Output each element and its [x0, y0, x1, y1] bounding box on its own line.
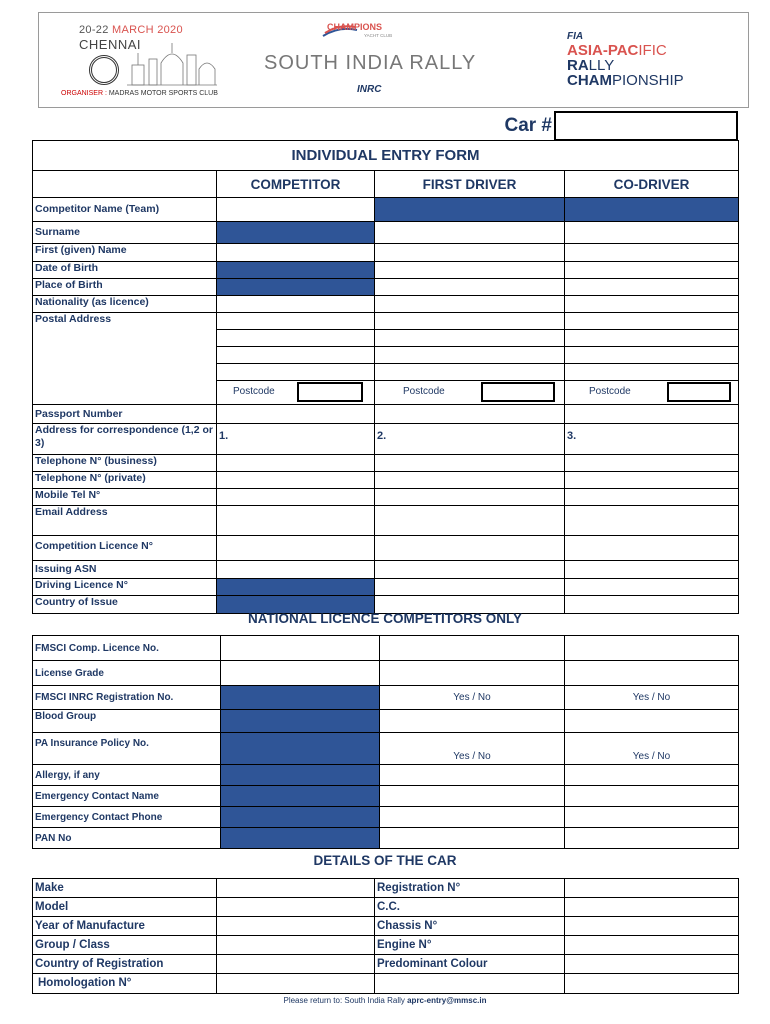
cell-registration[interactable]: [565, 879, 739, 898]
car-section-title: DETAILS OF THE CAR: [313, 853, 457, 868]
row-label-nationality: Nationality (as licence): [33, 296, 217, 313]
row-label-mobile: Mobile Tel N°: [33, 489, 217, 506]
cell-surname-competitor-blocked: [217, 222, 375, 244]
cell-comp-licence-driver[interactable]: [375, 536, 565, 561]
cell-tel-private-competitor[interactable]: [217, 472, 375, 489]
row-label-pa-insurance: PA Insurance Policy No.: [33, 733, 221, 765]
cell-postal-competitor-4[interactable]: [217, 364, 375, 381]
row-label-tel-private: Telephone N° (private): [33, 472, 217, 489]
postcode-label: Postcode: [589, 386, 631, 397]
row-label-allergy: Allergy, if any: [33, 765, 221, 786]
cell-issuing-asn-driver[interactable]: [375, 561, 565, 579]
cell-pa-insurance-competitor-blocked: [221, 733, 380, 765]
postcode-codriver-input[interactable]: [667, 382, 731, 402]
row-label-postal: Postal Address: [33, 313, 217, 381]
row-label-first-name: First (given) Name: [33, 244, 217, 262]
row-label-correspondence: Address for correspondence (1,2 or 3): [33, 424, 217, 455]
cell-group[interactable]: [217, 936, 375, 955]
cell-passport-driver[interactable]: [375, 405, 565, 424]
cell-email-codriver[interactable]: [565, 506, 739, 536]
cell-fmsci-comp-driver[interactable]: [380, 636, 565, 661]
cell-emergency-phone-codriver[interactable]: [565, 807, 739, 828]
cell-mobile-driver[interactable]: [375, 489, 565, 506]
row-label-driving-licence: Driving Licence N°: [33, 579, 217, 596]
cell-first-name-codriver[interactable]: [565, 244, 739, 262]
fia-logo: FIA: [567, 31, 584, 42]
cell-allergy-competitor-blocked: [221, 765, 380, 786]
cell-dob-competitor-blocked: [217, 262, 375, 279]
row-label-license-grade: License Grade: [33, 661, 221, 686]
cell-fmsci-comp-codriver[interactable]: [565, 636, 739, 661]
cell-first-name-competitor[interactable]: [217, 244, 375, 262]
chennai-skyline-icon: [127, 35, 217, 87]
event-city: CHENNAI: [79, 37, 142, 52]
cell-cc[interactable]: [565, 898, 739, 917]
row-label-surname: Surname: [33, 222, 217, 244]
cell-emergency-phone-driver[interactable]: [380, 807, 565, 828]
row-label-country-reg: Country of Registration: [33, 955, 217, 974]
postcode-codriver: [565, 381, 739, 405]
cell-colour[interactable]: [565, 955, 739, 974]
cell-pa-insurance-codriver[interactable]: [565, 733, 739, 765]
cell-allergy-driver[interactable]: [380, 765, 565, 786]
inrc-logo: INRC: [357, 84, 382, 95]
cell-fmsci-inrc-codriver[interactable]: [565, 686, 739, 710]
champions-logo-text: CHAMPIONS: [327, 22, 383, 32]
row-label-emergency-name: Emergency Contact Name: [33, 786, 221, 807]
rally-title: SOUTH INDIA RALLY: [264, 52, 477, 74]
option-3: 3.: [567, 430, 577, 442]
row-label-comp-licence: Competition Licence N°: [33, 536, 217, 561]
cell-country-reg[interactable]: [217, 955, 375, 974]
cell-competitor-name-competitor[interactable]: [217, 198, 375, 222]
row-label-issuing-asn: Issuing ASN: [33, 561, 217, 579]
row-label-pob: Place of Birth: [33, 279, 217, 296]
row-label-homologation: Homologation N°: [33, 974, 217, 994]
cell-chassis[interactable]: [565, 917, 739, 936]
cell-year[interactable]: [217, 917, 375, 936]
row-label-chassis: Chassis N°: [375, 917, 565, 936]
champions-logo-subtext: YACHT CLUB: [364, 33, 393, 38]
cell-blank: [375, 974, 565, 994]
cell-issuing-asn-competitor[interactable]: [217, 561, 375, 579]
cell-tel-private-codriver[interactable]: [565, 472, 739, 489]
row-label-engine: Engine N°: [375, 936, 565, 955]
cell-emergency-phone-competitor-blocked: [221, 807, 380, 828]
cell-competitor-name-codriver-blocked: [565, 198, 739, 222]
row-label-country-issue: Country of Issue: [33, 596, 217, 614]
row-label-emergency-phone: Emergency Contact Phone: [33, 807, 221, 828]
cell-emergency-name-codriver[interactable]: [565, 786, 739, 807]
cell-tel-private-driver[interactable]: [375, 472, 565, 489]
row-label-group: Group / Class: [33, 936, 217, 955]
yes-no-option[interactable]: Yes / No: [632, 692, 671, 703]
row-label-fmsci-inrc: FMSCI INRC Registration No.: [33, 686, 221, 710]
cell-make[interactable]: [217, 879, 375, 898]
apac-championship-logo: ASIA-PACIFIC RALLY CHAMPIONSHIP: [567, 42, 684, 89]
cell-correspondence-codriver[interactable]: [565, 424, 739, 455]
col-first-driver: FIRST DRIVER: [375, 171, 565, 198]
cell-model[interactable]: [217, 898, 375, 917]
organiser-text: ORGANISER : MADRAS MOTOR SPORTS CLUB: [61, 90, 218, 97]
row-label-cc: C.C.: [375, 898, 565, 917]
cell-homologation[interactable]: [217, 974, 375, 994]
cell-postal-competitor-3[interactable]: [217, 347, 375, 364]
cell-mobile-codriver[interactable]: [565, 489, 739, 506]
cell-passport-competitor[interactable]: [217, 405, 375, 424]
cell-correspondence-competitor[interactable]: [217, 424, 375, 455]
cell-nationality-competitor[interactable]: [217, 296, 375, 313]
cell-engine[interactable]: [565, 936, 739, 955]
cell-pan-codriver[interactable]: [565, 828, 739, 849]
cell-pob-competitor-blocked: [217, 279, 375, 296]
cell-passport-codriver[interactable]: [565, 405, 739, 424]
row-label-tel-business: Telephone N° (business): [33, 455, 217, 472]
cell-license-grade-codriver[interactable]: [565, 661, 739, 686]
yes-no-option[interactable]: Yes / No: [632, 751, 671, 762]
yes-no-option[interactable]: Yes / No: [453, 692, 491, 703]
cell-postal-codriver-4[interactable]: [565, 364, 739, 381]
option-2: 2.: [377, 430, 387, 442]
cell-emergency-name-competitor-blocked: [221, 786, 380, 807]
cell-driving-licence-competitor-blocked: [217, 579, 375, 596]
row-label-registration: Registration N°: [375, 879, 565, 898]
cell-nationality-driver[interactable]: [375, 296, 565, 313]
cell-comp-licence-competitor[interactable]: [217, 536, 375, 561]
cell-nationality-codriver[interactable]: [565, 296, 739, 313]
cell-emergency-name-driver[interactable]: [380, 786, 565, 807]
option-1: 1.: [219, 430, 229, 442]
cell-tel-business-codriver[interactable]: [565, 455, 739, 472]
cell-postal-driver-3[interactable]: [375, 347, 565, 364]
postcode-competitor: [217, 381, 375, 405]
row-label-fmsci-comp: FMSCI Comp. Licence No.: [33, 636, 221, 661]
cell-postal-competitor-1[interactable]: [217, 313, 375, 330]
cell-pa-insurance-driver[interactable]: [380, 733, 565, 765]
postal-blank: [33, 381, 217, 405]
row-label-model: Model: [33, 898, 217, 917]
cell-postal-codriver-2[interactable]: [565, 330, 739, 347]
cell-pan-competitor-blocked: [221, 828, 380, 849]
row-label-blood-group: Blood Group: [33, 710, 221, 733]
cell-postal-codriver-1[interactable]: [565, 313, 739, 330]
cell-pan-driver[interactable]: [380, 828, 565, 849]
postcode-driver: [375, 381, 565, 405]
cell-blood-group-codriver[interactable]: [565, 710, 739, 733]
national-section-title: NATIONAL LICENCE COMPETITORS ONLY: [247, 611, 523, 626]
postcode-competitor-input[interactable]: [297, 382, 363, 402]
car-number-label: Car #: [504, 115, 552, 136]
row-label-email: Email Address: [33, 506, 217, 536]
col-co-driver: CO-DRIVER: [565, 171, 739, 198]
cell-allergy-codriver[interactable]: [565, 765, 739, 786]
cell-pob-driver[interactable]: [375, 279, 565, 296]
cell-dob-codriver[interactable]: [565, 262, 739, 279]
cell-tel-business-competitor[interactable]: [217, 455, 375, 472]
cell-driving-licence-driver[interactable]: [375, 579, 565, 596]
postcode-driver-input[interactable]: [481, 382, 555, 402]
cell-blood-group-driver[interactable]: [380, 710, 565, 733]
form-title: INDIVIDUAL ENTRY FORM: [33, 141, 739, 171]
individual-entry-table: [32, 140, 739, 614]
row-label-make: Make: [33, 879, 217, 898]
cell-email-driver[interactable]: [375, 506, 565, 536]
cell-email-competitor[interactable]: [217, 506, 375, 536]
postcode-label: Postcode: [403, 386, 445, 397]
header-blank: [33, 171, 217, 198]
cell-postal-driver-1[interactable]: [375, 313, 565, 330]
row-label-competitor-name: Competitor Name (Team): [33, 198, 217, 222]
row-label-passport: Passport Number: [33, 405, 217, 424]
row-label-dob: Date of Birth: [33, 262, 217, 279]
cell-license-grade-competitor[interactable]: [221, 661, 380, 686]
cell-postal-competitor-2[interactable]: [217, 330, 375, 347]
cell-fmsci-inrc-competitor-blocked: [221, 686, 380, 710]
cell-correspondence-driver[interactable]: [375, 424, 565, 455]
row-label-pan: PAN No: [33, 828, 221, 849]
cell-tel-business-driver[interactable]: [375, 455, 565, 472]
cell-postal-driver-4[interactable]: [375, 364, 565, 381]
cell-fmsci-comp-competitor[interactable]: [221, 636, 380, 661]
cell-surname-codriver[interactable]: [565, 222, 739, 244]
national-licence-table: [32, 635, 739, 849]
postcode-label: Postcode: [233, 386, 275, 397]
cell-pob-codriver[interactable]: [565, 279, 739, 296]
row-label-year: Year of Manufacture: [33, 917, 217, 936]
cell-surname-driver[interactable]: [375, 222, 565, 244]
club-emblem-icon: [89, 55, 119, 85]
cell-dob-driver[interactable]: [375, 262, 565, 279]
cell-blood-group-competitor-blocked: [221, 710, 380, 733]
cell-driving-licence-codriver[interactable]: [565, 579, 739, 596]
cell-postal-codriver-3[interactable]: [565, 347, 739, 364]
cell-mobile-competitor[interactable]: [217, 489, 375, 506]
car-number-field[interactable]: [554, 111, 738, 140]
yes-no-option[interactable]: Yes / No: [453, 751, 491, 762]
cell-fmsci-inrc-driver[interactable]: [380, 686, 565, 710]
row-label-colour: Predominant Colour: [375, 955, 565, 974]
return-email[interactable]: aprc-entry@mmsc.in: [407, 996, 487, 1005]
cell-competitor-name-driver-blocked: [375, 198, 565, 222]
cell-first-name-driver[interactable]: [375, 244, 565, 262]
cell-blank-2: [565, 974, 739, 994]
car-details-table: [32, 878, 739, 994]
cell-postal-driver-2[interactable]: [375, 330, 565, 347]
col-competitor: COMPETITOR: [217, 171, 375, 198]
event-dates: 20-22 MARCH 2020: [79, 24, 183, 36]
footer-return-note: Please return to: South India Rally aprc-entry@mmsc.in: [283, 996, 487, 1005]
cell-issuing-asn-codriver[interactable]: [565, 561, 739, 579]
header-banner: [38, 12, 749, 108]
cell-license-grade-driver[interactable]: [380, 661, 565, 686]
cell-comp-licence-codriver[interactable]: [565, 536, 739, 561]
